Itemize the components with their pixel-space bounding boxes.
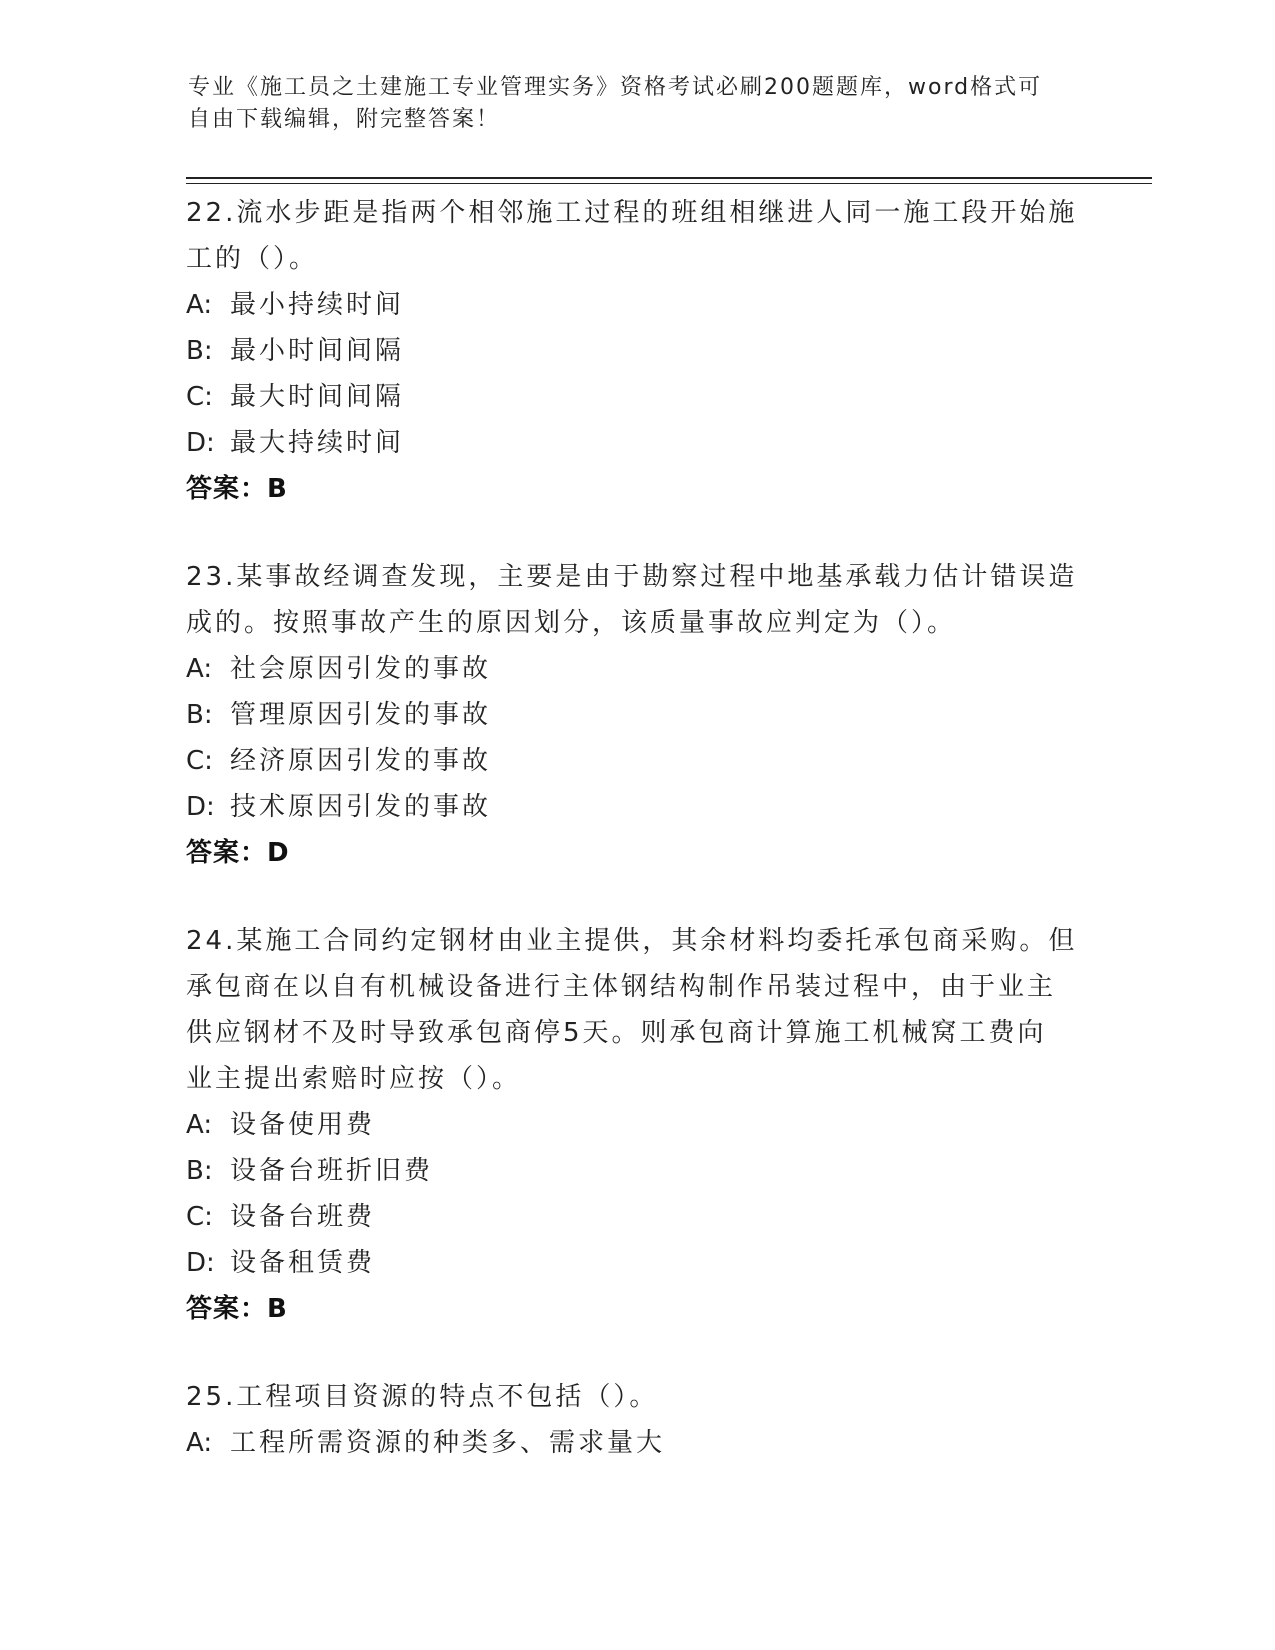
- option-label: B:: [186, 700, 213, 730]
- answer: 答案：B: [186, 474, 288, 504]
- option-text: 最大持续时间: [230, 428, 405, 458]
- option-c: [186, 1194, 1086, 1240]
- option-label: D:: [186, 792, 215, 822]
- option-text: 社会原因引发的事故: [230, 654, 492, 684]
- option-label: C:: [186, 746, 213, 776]
- answer: 答案：D: [186, 838, 290, 868]
- option-label: A:: [186, 654, 213, 684]
- option-text: 设备使用费: [230, 1110, 376, 1140]
- question-stem-line: 23.某事故经调查发现，主要是由于勘察过程中地基承载力估计错误造: [186, 562, 1078, 592]
- option-text: 最小时间间隔: [230, 336, 405, 366]
- question-stem-line: 22.流水步距是指两个相邻施工过程的班组相继进人同一施工段开始施: [186, 198, 1078, 228]
- option-d: [186, 420, 1086, 466]
- option-label: B:: [186, 336, 213, 366]
- answer: 答案：B: [186, 1294, 288, 1324]
- header-line-1: 专业《施工员之土建施工专业管理实务》资格考试必刷200题题库，word格式可: [188, 75, 1043, 100]
- question-24: [186, 918, 1086, 1332]
- question-stem-line: 工的（）。: [186, 244, 319, 274]
- option-text: 技术原因引发的事故: [230, 792, 492, 822]
- option-text: 管理原因引发的事故: [230, 700, 492, 730]
- question-stem-line: 业主提出索赔时应按（）。: [186, 1064, 522, 1094]
- question-list: [186, 190, 1086, 1508]
- header-line-2: 自由下载编辑，附完整答案！: [188, 107, 501, 132]
- option-text: 设备台班费: [230, 1202, 376, 1232]
- option-label: A:: [186, 1110, 213, 1140]
- option-text: 设备台班折旧费: [230, 1156, 434, 1186]
- option-b: [186, 1148, 1086, 1194]
- option-a: [186, 1102, 1086, 1148]
- option-a: [186, 282, 1086, 328]
- option-a: [186, 646, 1086, 692]
- question-stem-line: 25.工程项目资源的特点不包括（）。: [186, 1382, 659, 1412]
- header-divider-top: [186, 177, 1152, 179]
- option-c: [186, 374, 1086, 420]
- question-23: [186, 554, 1086, 876]
- option-label: C:: [186, 1202, 213, 1232]
- question-stem-line: 承包商在以自有机械设备进行主体钢结构制作吊装过程中，由于业主: [186, 972, 1057, 1002]
- question-stem-line: 24.某施工合同约定钢材由业主提供，其余材料均委托承包商采购。但: [186, 926, 1078, 956]
- option-label: A:: [186, 290, 213, 320]
- option-text: 最小持续时间: [230, 290, 405, 320]
- option-d: [186, 784, 1086, 830]
- document-header: [188, 72, 1088, 136]
- question-stem-line: 成的。按照事故产生的原因划分，该质量事故应判定为（）。: [186, 608, 957, 638]
- header-divider-bottom: [186, 183, 1152, 184]
- option-label: D:: [186, 1248, 215, 1278]
- question-stem-line: 供应钢材不及时导致承包商停5天。则承包商计算施工机械窝工费向: [186, 1018, 1047, 1048]
- option-b: [186, 692, 1086, 738]
- question-22: [186, 190, 1086, 512]
- option-b: [186, 328, 1086, 374]
- option-label: D:: [186, 428, 215, 458]
- option-c: [186, 738, 1086, 784]
- option-a: [186, 1420, 1086, 1466]
- option-text: 最大时间间隔: [230, 382, 405, 412]
- option-label: A:: [186, 1428, 213, 1458]
- option-text: 经济原因引发的事故: [230, 746, 492, 776]
- option-d: [186, 1240, 1086, 1286]
- option-text: 工程所需资源的种类多、需求量大: [230, 1428, 666, 1458]
- option-label: C:: [186, 382, 213, 412]
- option-text: 设备租赁费: [230, 1248, 376, 1278]
- option-label: B:: [186, 1156, 213, 1186]
- question-25: [186, 1374, 1086, 1466]
